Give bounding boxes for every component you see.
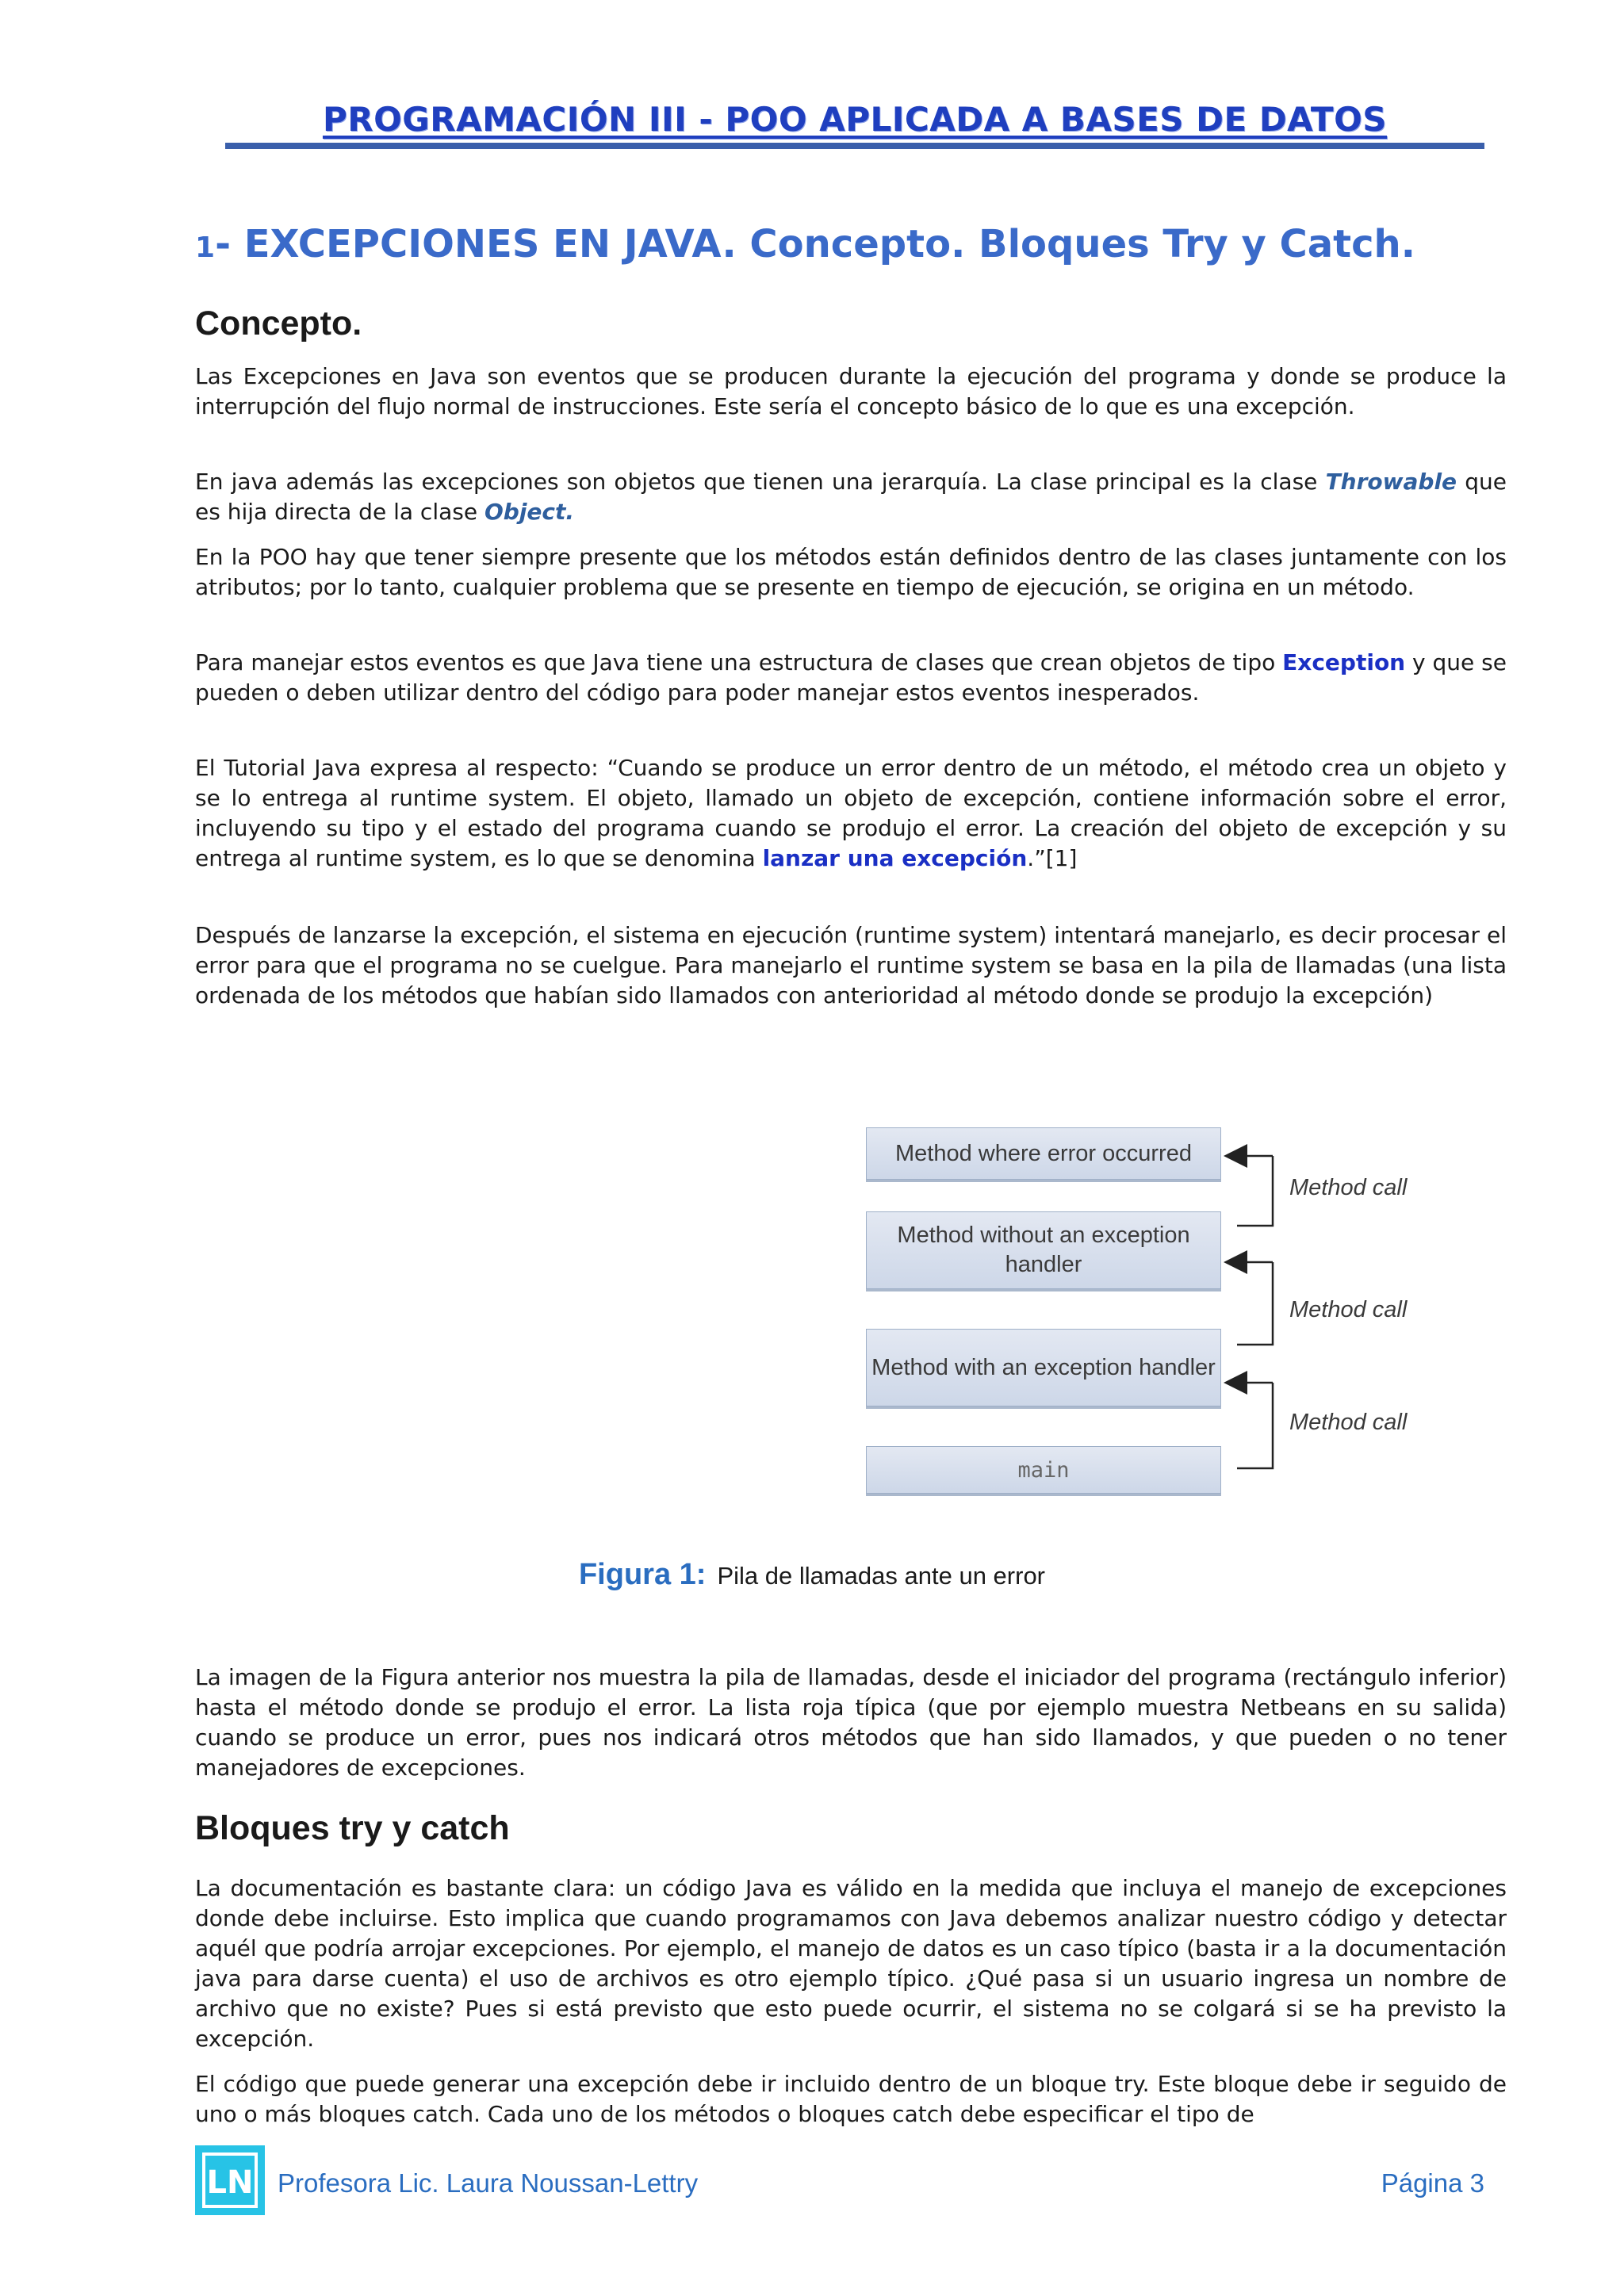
- call-stack-figure: [856, 1118, 1443, 1514]
- logo-text: LN: [206, 2164, 254, 2201]
- paragraph-1: Las Excepciones en Java son eventos que se producen durante la ejecución del programa y donde se produce la interrupción del flujo normal de instrucciones. Este sería el concepto básico de lo que es una excepción.: [195, 363, 1507, 419]
- paragraph-6: Después de lanzarse la excepción, el sistema en ejecución (runtime system) intentará manejarlo, es decir procesar el error para que el programa no se cuelgue. Para manejarlo el runtime system se basa en la pila de llamadas (una lista ordenada de los métodos que habían sido llamados con anterioridad al método donde se produjo la excepción): [195, 922, 1507, 1008]
- section-title-concepto: Concepto.: [195, 304, 362, 342]
- footer-page-number: Página 3: [1381, 2168, 1484, 2198]
- logo-mark-icon: [201, 2152, 259, 2209]
- paragraph-8: La documentación es bastante clara: un código Java es válido en la medida que incluya el manejo de excepciones donde debe incluirse. Esto implica que cuando programamos con Java debemos analizar nuestro código y detectar aquél que podría arrojar excepciones. Por ejemplo, el manejo de datos es un caso típico (basta ir a la documentación java para darse cuenta) el uso de archivos es otro ejemplo típico. ¿Qué pasa si un usuario ingresa un nombre de archivo que no existe? Pues si está previsto que esto puede ocurrir, el sistema no se colgará si se ha previsto la excepción.: [195, 1875, 1507, 2052]
- keyword-lanzar-excepcion: lanzar una excepción: [762, 845, 1028, 871]
- chapter-title: - EXCEPCIONES EN JAVA. Concepto. Bloques Try y Catch.: [215, 222, 1415, 266]
- keyword-throwable: Throwable: [1325, 469, 1457, 495]
- paragraph-2-text-a: En java además las excepciones son objetos que tienen una jerarquía. La clase principal es la clase: [195, 469, 1326, 495]
- paragraph-2: [195, 467, 1507, 527]
- chapter-number: 1: [195, 232, 216, 264]
- paragraph-4-text-a: Para manejar estos eventos es que Java tiene una estructura de clases que crean objetos de tipo: [195, 649, 1283, 675]
- paragraph-5-text-b: .”[1]: [1027, 845, 1078, 871]
- header-rule: [225, 143, 1484, 149]
- call-label-1: Method call: [1289, 1175, 1408, 1200]
- paragraph-2-text-b: que es hija directa de la clase: [195, 469, 1507, 525]
- stack-box-main: main: [866, 1446, 1221, 1494]
- footer-author: Profesora Lic. Laura Noussan-Lettry: [278, 2168, 699, 2198]
- paragraph-5: [195, 753, 1507, 874]
- stack-box-no-handler: Method without an exception handler: [866, 1211, 1221, 1289]
- call-label-2: Method call: [1289, 1297, 1408, 1322]
- bracket-call-2: [1237, 1262, 1273, 1345]
- paragraph-4-text-b: y que se pueden o deben utilizar dentro del código para poder manejar estos eventos inesperados.: [195, 649, 1507, 706]
- stack-box-with-handler: Method with an exception handler: [866, 1329, 1221, 1406]
- stack-box-error-method: Method where error occurred: [866, 1127, 1221, 1180]
- bracket-call-1: [1237, 1156, 1273, 1226]
- bracket-call-3: [1237, 1383, 1273, 1468]
- author-logo: [195, 2145, 265, 2215]
- figure-caption-label: Figura 1:: [578, 1558, 707, 1591]
- chapter-heading: [195, 222, 1415, 266]
- paragraph-7: La imagen de la Figura anterior nos muestra la pila de llamadas, desde el iniciador del programa (rectángulo inferior) hasta el método donde se produjo el error. La lista roja típica (que por ejemplo muestra Netbeans en su salida) cuando se produce un error, pues nos indicará otros métodos que han sido llamados, y que pueden o no tener manejadores de excepciones.: [195, 1664, 1507, 1781]
- paragraph-9: El código que puede generar una excepción debe ir incluido dentro de un bloque try. Este bloque debe ir seguido de uno o más bloques catch. Cada uno de los métodos o bloques catch debe especificar el tipo de: [195, 2071, 1507, 2127]
- figure-caption-text: Pila de llamadas ante un error: [717, 1562, 1046, 1590]
- section-title-bloques: Bloques try y catch: [195, 1809, 510, 1847]
- keyword-object: Object.: [484, 499, 575, 525]
- keyword-exception: Exception: [1282, 649, 1406, 675]
- paragraph-4: [195, 648, 1507, 708]
- call-label-3: Method call: [1289, 1410, 1408, 1435]
- figure-caption: [0, 1558, 1624, 1592]
- document-header-title: PROGRAMACIÓN III - POO APLICADA A BASES DE DATOS: [322, 100, 1388, 139]
- paragraph-5-text-a: El Tutorial Java expresa al respecto: “Cuando se produce un error dentro de un método, el método crea un objeto y se lo entrega al runtime system. El objeto, llamado un objeto de excepción, contiene información sobre el error, incluyendo su tipo y el estado del programa cuando se produjo el error. La creación del objeto de excepción y su entrega al runtime system, es lo que se denomina: [195, 755, 1507, 871]
- paragraph-3: En la POO hay que tener siempre presente que los métodos están definidos dentro de las clases juntamente con los atributos; por lo tanto, cualquier problema que se presente en tiempo de ejecución, se origina en un método.: [195, 544, 1507, 600]
